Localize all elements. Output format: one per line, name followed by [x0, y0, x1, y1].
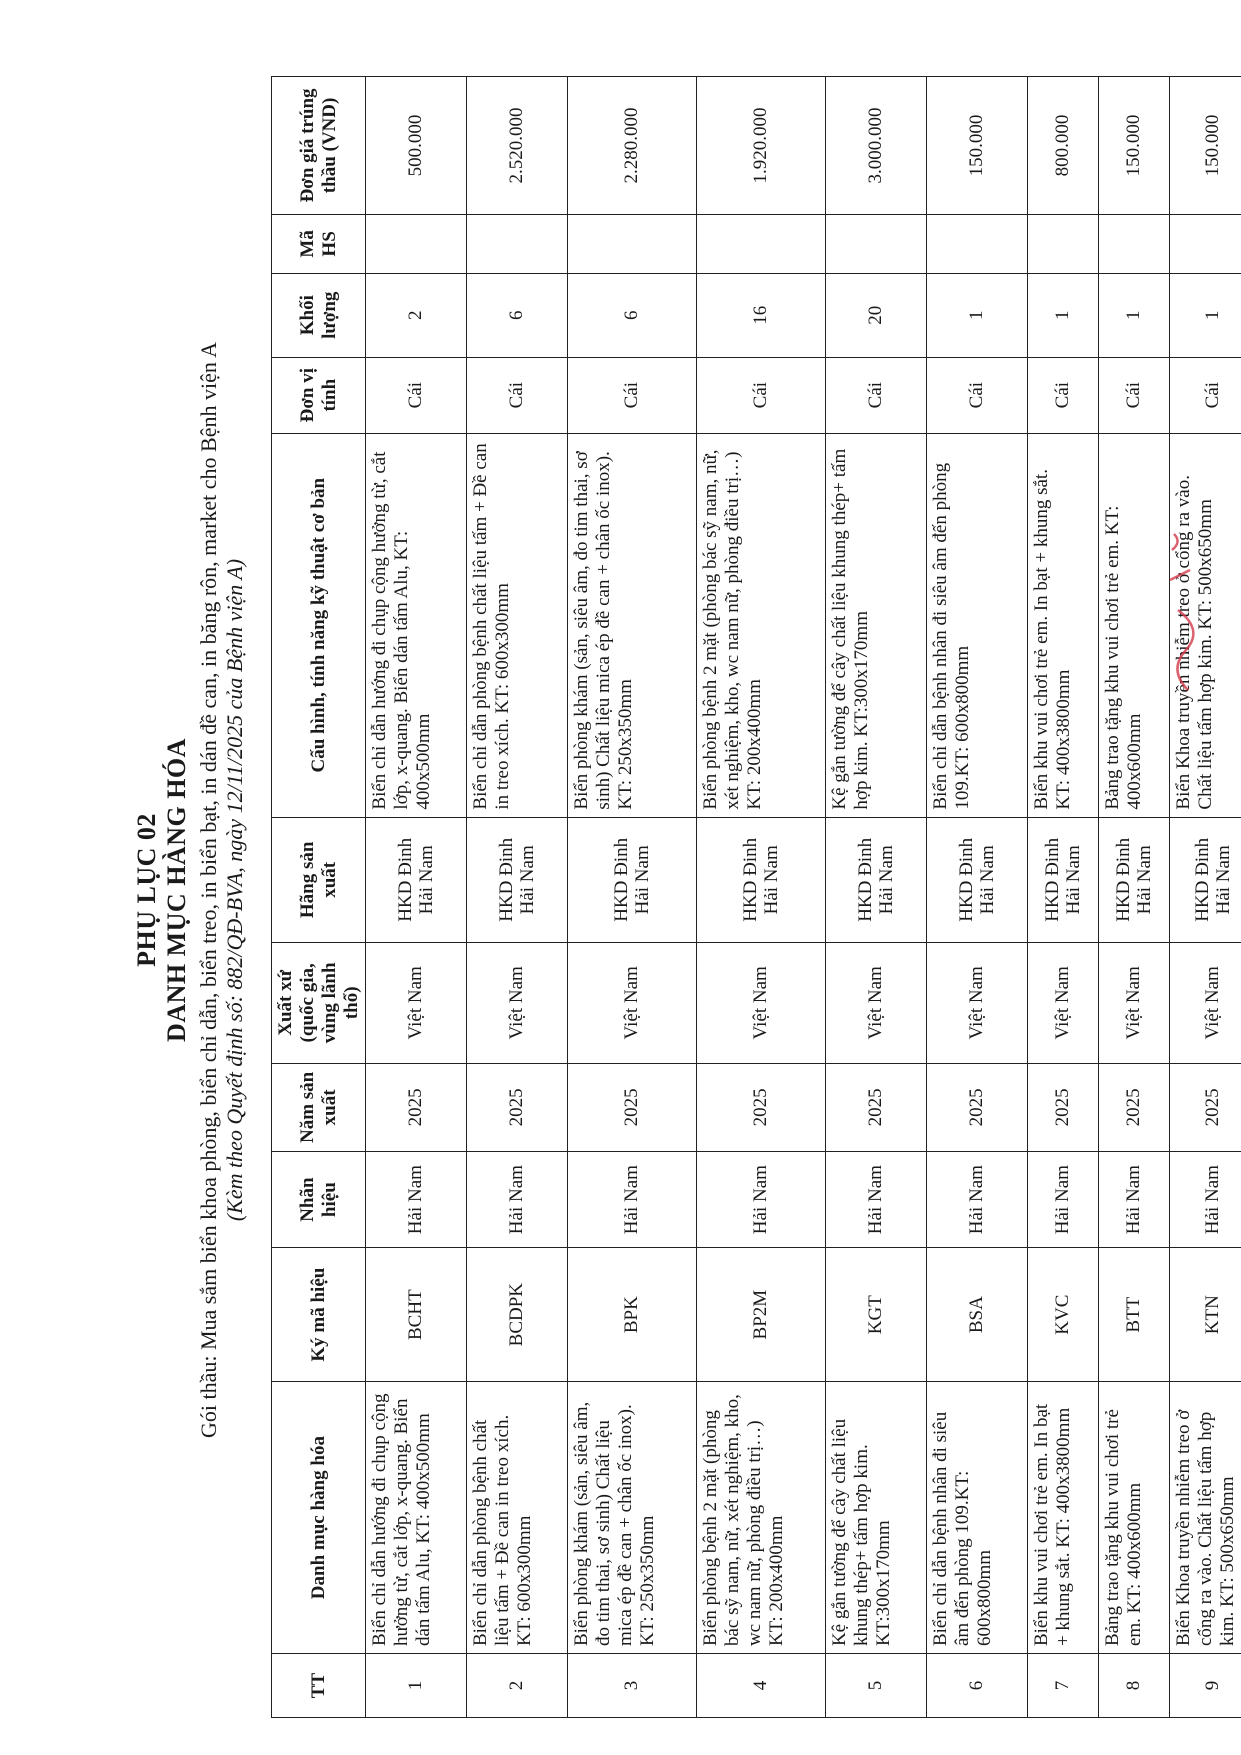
cell-code: BSA [927, 1248, 1028, 1382]
cell-hs [568, 214, 697, 273]
cell-spec: Biển phòng khám (sản, siêu âm, đo tim thai, sơ sinh) Chất liệu mica ép đề can + chân ốc inox). KT: 250x350mm [568, 433, 697, 817]
cell-tt: 4 [697, 1654, 826, 1718]
cell-maker: HKD Đinh Hải Nam [1028, 817, 1099, 942]
appendix-title: PHỤ LỤC 02 [132, 813, 161, 967]
cell-maker: HKD Đinh Hải Nam [366, 817, 467, 942]
goods-table [271, 76, 1241, 1718]
cell-spec: Bảng trao tặng khu vui chơi trẻ em. KT: 400x600mm [1099, 433, 1170, 817]
cell-tt: 2 [467, 1654, 568, 1718]
cell-maker: HKD Đinh Hải Nam [568, 817, 697, 942]
cell-year: 2025 [568, 1063, 697, 1152]
rotated-page [8, 40, 1239, 1740]
cell-year: 2025 [1028, 1063, 1099, 1152]
table-row [568, 77, 697, 1718]
header-code: Ký mã hiệu [272, 1248, 366, 1382]
cell-origin: Việt Nam [1170, 943, 1241, 1064]
cell-spec: Biển khu vui chơi trẻ em. In bạt + khung sắt. KT: 400x3800mm [1028, 433, 1099, 817]
cell-tt: 7 [1028, 1654, 1099, 1718]
table-row [467, 77, 568, 1718]
cell-year: 2025 [927, 1063, 1028, 1152]
table-body [366, 77, 1241, 1718]
cell-code: BCDPK [467, 1248, 568, 1382]
cell-name: Biển chỉ dẫn bệnh nhân đi siêu âm đến phòng 109.KT: 600x800mm [927, 1382, 1028, 1654]
cell-price: 800.000 [1028, 77, 1099, 215]
cell-hs [1170, 214, 1241, 273]
cell-tt: 9 [1170, 1654, 1241, 1718]
cell-price: 150.000 [927, 77, 1028, 215]
header-year: Năm sản xuất [272, 1063, 366, 1152]
cell-name: Bảng trao tặng khu vui chơi trẻ em. KT: 400x600mm [1099, 1382, 1170, 1654]
table-row [1170, 77, 1241, 1718]
cell-unit: Cái [467, 357, 568, 433]
cell-maker: HKD Đinh Hải Nam [1170, 817, 1241, 942]
cell-name: Biển phòng khám (sản, siêu âm, đo tim thai, sơ sinh) Chất liệu mica ép đề can + chân ốc inox). KT: 250x350mm [568, 1382, 697, 1654]
cell-qty: 6 [568, 273, 697, 357]
cell-code: BPK [568, 1248, 697, 1382]
cell-origin: Việt Nam [467, 943, 568, 1064]
cell-name: Biển khu vui chơi trẻ em. In bạt + khung sắt. KT: 400x3800mm [1028, 1382, 1099, 1654]
cell-code: BP2M [697, 1248, 826, 1382]
cell-name: Biển chỉ dẫn hướng đi chụp cộng hưởng từ, cắt lớp, x-quang. Biển dán tấm Alu, KT: 400x500mm [366, 1382, 467, 1654]
cell-tt: 1 [366, 1654, 467, 1718]
cell-code: KTN [1170, 1248, 1241, 1382]
cell-year: 2025 [1099, 1063, 1170, 1152]
cell-price: 1.920.000 [697, 77, 826, 215]
cell-year: 2025 [826, 1063, 927, 1152]
cell-unit: Cái [927, 357, 1028, 433]
cell-hs [1028, 214, 1099, 273]
stamp-stroke [1170, 534, 1193, 690]
header-price: Đơn giá trúng thầu (VND) [272, 77, 366, 215]
table-row [1028, 77, 1099, 1718]
cell-hs [697, 214, 826, 273]
header-maker: Hãng sản xuất [272, 817, 366, 942]
cell-spec: Kệ gắn tường để cây chất liệu khung thép+ tấm hợp kim. KT:300x170mm [826, 433, 927, 817]
cell-maker: HKD Đinh Hải Nam [1099, 817, 1170, 942]
cell-tt: 8 [1099, 1654, 1170, 1718]
header-spec: Cấu hình, tính năng kỹ thuật cơ bản [272, 433, 366, 817]
cell-spec: Biển Khoa truyền nhiễm treo ở cổng ra vào. Chất liệu tấm hợp kim. KT: 500x650mm [1170, 433, 1241, 817]
goods-list-title: DANH MỤC HÀNG HÓA [162, 738, 191, 1042]
cell-qty: 1 [1028, 273, 1099, 357]
cell-year: 2025 [366, 1063, 467, 1152]
cell-tt: 5 [826, 1654, 927, 1718]
cell-origin: Việt Nam [1099, 943, 1170, 1064]
cell-qty: 1 [927, 273, 1028, 357]
cell-spec: Biển chỉ dẫn bệnh nhân đi siêu âm đến phòng 109.KT: 600x800mm [927, 433, 1028, 817]
cell-maker: HKD Đinh Hải Nam [927, 817, 1028, 942]
cell-spec: Biển chỉ dẫn phòng bệnh chất liệu tấm + Đề can in treo xích. KT: 600x300mm [467, 433, 568, 817]
cell-qty: 20 [826, 273, 927, 357]
cell-code: KGT [826, 1248, 927, 1382]
cell-unit: Cái [1170, 357, 1241, 433]
cell-maker: HKD Đinh Hải Nam [467, 817, 568, 942]
cell-spec: Biển chỉ dẫn hướng đi chụp cộng hưởng từ, cắt lớp, x-quang. Biển dán tấm Alu, KT: 400x500mm [366, 433, 467, 817]
cell-name: Biển Khoa truyền nhiễm treo ở cổng ra vào. Chất liệu tấm hợp kim. KT: 500x650mm [1170, 1382, 1241, 1654]
table-row [366, 77, 467, 1718]
cell-price: 150.000 [1170, 77, 1241, 215]
table-row [1099, 77, 1170, 1718]
cell-brand: Hải Nam [1028, 1152, 1099, 1248]
cell-brand: Hải Nam [1170, 1152, 1241, 1248]
cell-spec: Biển phòng bệnh 2 mặt (phòng bác sỹ nam, nữ, xét nghiệm, kho, wc nam nữ, phòng điều trị…) KT: 200x400mm [697, 433, 826, 817]
cell-maker: HKD Đinh Hải Nam [826, 817, 927, 942]
cell-code: BCHT [366, 1248, 467, 1382]
cell-qty: 1 [1099, 273, 1170, 357]
cell-origin: Việt Nam [1028, 943, 1099, 1064]
cell-hs [366, 214, 467, 273]
cell-unit: Cái [826, 357, 927, 433]
red-stamp-mark [1158, 520, 1198, 700]
cell-code: KVC [1028, 1248, 1099, 1382]
cell-price: 2.280.000 [568, 77, 697, 215]
cell-hs [467, 214, 568, 273]
header-hs: Mã HS [272, 214, 366, 273]
header-brand: Nhãn hiệu [272, 1152, 366, 1248]
cell-hs [1099, 214, 1170, 273]
cell-origin: Việt Nam [366, 943, 467, 1064]
table-row [697, 77, 826, 1718]
cell-year: 2025 [467, 1063, 568, 1152]
header-qty: Khối lượng [272, 273, 366, 357]
cell-brand: Hải Nam [927, 1152, 1028, 1248]
header-tt: TT [272, 1654, 366, 1718]
cell-unit: Cái [366, 357, 467, 433]
cell-tt: 6 [927, 1654, 1028, 1718]
cell-brand: Hải Nam [467, 1152, 568, 1248]
cell-price: 2.520.000 [467, 77, 568, 215]
header-origin: Xuất xứ (quốc gia, vùng lãnh thổ) [272, 943, 366, 1064]
cell-maker: HKD Đinh Hải Nam [697, 817, 826, 942]
table-row [826, 77, 927, 1718]
cell-unit: Cái [568, 357, 697, 433]
cell-unit: Cái [697, 357, 826, 433]
table-row [927, 77, 1028, 1718]
cell-name: Biển phòng bệnh 2 mặt (phòng bác sỹ nam, nữ, xét nghiệm, kho, wc nam nữ, phòng điều trị…) KT: 200x400mm [697, 1382, 826, 1654]
cell-hs [826, 214, 927, 273]
cell-origin: Việt Nam [568, 943, 697, 1064]
cell-year: 2025 [1170, 1063, 1241, 1152]
decision-reference: (Kèm theo Quyết định số: 882/QĐ-BVA, ngày 12/11/2025 của Bệnh viện A) [222, 558, 247, 1222]
cell-unit: Cái [1028, 357, 1099, 433]
cell-unit: Cái [1099, 357, 1170, 433]
cell-hs [927, 214, 1028, 273]
cell-brand: Hải Nam [1099, 1152, 1170, 1248]
cell-qty: 2 [366, 273, 467, 357]
header-unit: Đơn vị tính [272, 357, 366, 433]
cell-qty: 1 [1170, 273, 1241, 357]
cell-price: 500.000 [366, 77, 467, 215]
cell-tt: 3 [568, 1654, 697, 1718]
cell-code: BTT [1099, 1248, 1170, 1382]
cell-origin: Việt Nam [927, 943, 1028, 1064]
cell-brand: Hải Nam [697, 1152, 826, 1248]
cell-name: Biển chỉ dẫn phòng bệnh chất liệu tấm + Đề can in treo xích. KT: 600x300mm [467, 1382, 568, 1654]
cell-qty: 6 [467, 273, 568, 357]
package-description: Gói thầu: Mua sắm biển khoa phòng, biển chỉ dẫn, biển treo, in biển bạt, in dán đề can, in băng rôn, market cho Bệnh viện A [196, 341, 221, 1439]
cell-qty: 16 [697, 273, 826, 357]
cell-brand: Hải Nam [826, 1152, 927, 1248]
cell-price: 150.000 [1099, 77, 1170, 215]
cell-year: 2025 [697, 1063, 826, 1152]
header-name: Danh mục hàng hóa [272, 1382, 366, 1654]
cell-origin: Việt Nam [697, 943, 826, 1064]
cell-brand: Hải Nam [366, 1152, 467, 1248]
table-header-row [272, 77, 366, 1718]
cell-name: Kệ gắn tường để cây chất liệu khung thép+ tấm hợp kim. KT:300x170mm [826, 1382, 927, 1654]
cell-brand: Hải Nam [568, 1152, 697, 1248]
cell-origin: Việt Nam [826, 943, 927, 1064]
cell-price: 3.000.000 [826, 77, 927, 215]
